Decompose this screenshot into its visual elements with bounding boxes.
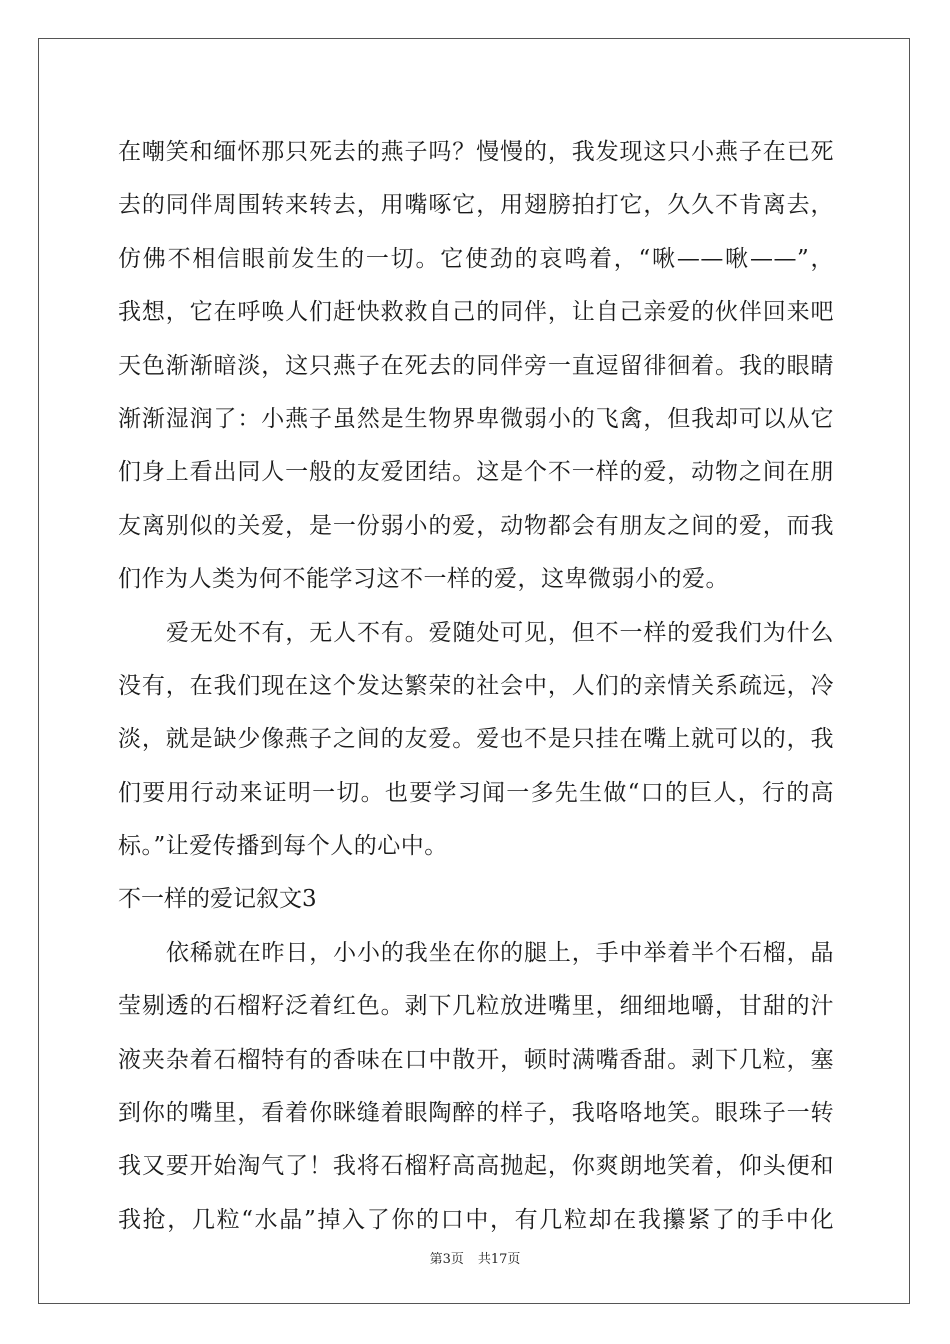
page-number: 第3页 [429,1252,464,1267]
text-line: 天色渐渐暗淡，这只燕子在死去的同伴旁一直逗留徘徊着。我的眼睛 [118,352,834,379]
paragraph-first-line: 依稀就在昨日，小小的我坐在你的腿上，手中举着半个石榴，晶 [166,939,834,966]
section-heading: 不一样的爱记叙文3 [118,886,317,913]
text-line: 去的同伴周围转来转去，用嘴啄它，用翅膀拍打它，久久不肯离去， [118,192,834,219]
page-footer [0,1248,950,1267]
text-line: 渐渐湿润了：小燕子虽然是生物界卑微弱小的飞禽，但我却可以从它 [118,405,834,432]
text-line: 我想，它在呼唤人们赶快救救自己的同伴，让自己亲爱的伙伴回来吧 [118,299,834,326]
text-line: 们身上看出同人一般的友爱团结。这是个不一样的爱，动物之间在朋 [118,459,834,486]
text-line: 仿佛不相信眼前发生的一切。它使劲的哀鸣着，“啾——啾——”， [118,245,834,272]
text-line: 淡，就是缺少像燕子之间的友爱。爱也不是只挂在嘴上就可以的，我 [118,726,834,753]
text-line: 们作为人类为何不能学习这不一样的爱，这卑微弱小的爱。 [118,566,729,593]
text-line: 到你的嘴里，看着你眯缝着眼陶醉的样子，我咯咯地笑。眼珠子一转 [118,1100,834,1127]
text-line: 在嘲笑和缅怀那只死去的燕子吗？慢慢的，我发现这只小燕子在已死 [118,139,834,165]
text-line: 们要用行动来证明一切。也要学习闻一多先生做“口的巨人，行的高 [118,779,834,806]
text-line: 我又要开始淘气了！我将石榴籽高高抛起，你爽朗地笑着，仰头便和 [118,1153,834,1180]
document-body [118,126,834,1247]
text-line: 莹剔透的石榴籽泛着红色。剥下几粒放进嘴里，细细地嚼，甘甜的汁 [118,993,834,1020]
text-line: 标。”让爱传播到每个人的心中。 [118,833,448,860]
text-line: 液夹杂着石榴特有的香味在口中散开，顿时满嘴香甜。剥下几粒，塞 [118,1046,834,1073]
text-line: 我抢，几粒“水晶”掉入了你的口中，有几粒却在我攥紧了的手中化 [118,1206,834,1233]
paragraph-first-line: 爱无处不有，无人不有。爱随处可见，但不一样的爱我们为什么 [166,619,834,646]
total-pages: 共17页 [477,1252,521,1267]
text-line: 没有，在我们现在这个发达繁荣的社会中，人们的亲情关系疏远，冷 [118,672,834,699]
text-line: 友离别似的关爱，是一份弱小的爱，动物都会有朋友之间的爱，而我 [118,512,834,539]
